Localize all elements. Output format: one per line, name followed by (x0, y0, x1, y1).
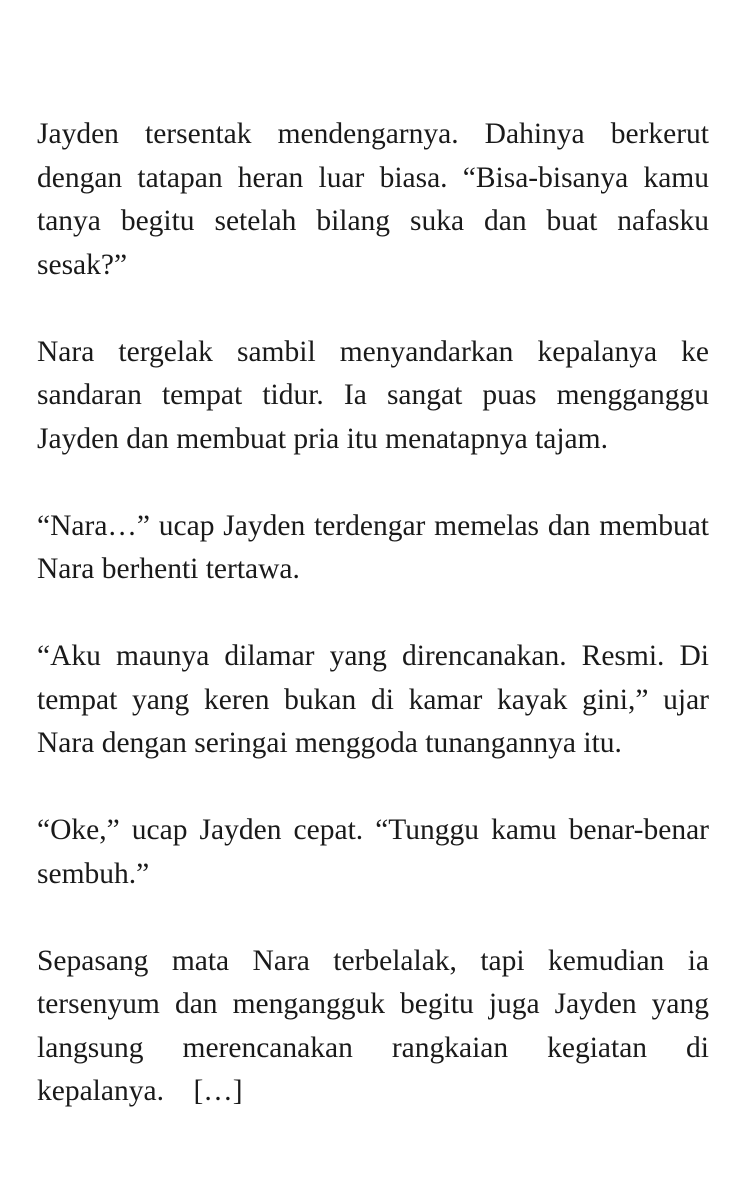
paragraph-5: “Oke,” ucap Jayden cepat. “Tunggu kamu benar-benar sembuh.” (37, 814, 709, 890)
paragraph-2: Nara tergelak sambil menyandarkan kepalanya ke sandaran tempat tidur. Ia sangat puas mengganggu Jayden dan membuat pria itu menatapnya tajam. (37, 335, 709, 455)
document-body (37, 113, 717, 1114)
paragraph-3: “Nara…” ucap Jayden terdengar memelas dan membuat Nara berhenti tertawa. (37, 509, 709, 585)
paragraph-4: “Aku maunya dilamar yang direncanakan. Resmi. Di tempat yang keren bukan di kamar kayak gini,” ujar Nara dengan seringai menggoda tunangannya itu. (37, 640, 709, 759)
paragraph-6: Sepasang mata Nara terbelalak, tapi kemudian ia tersenyum dan mengangguk begitu juga Jayden yang langsung merencanakan rangkaian kegiatan di kepalanya. […] (37, 944, 717, 1107)
paragraph-1: Jayden tersentak mendengarnya. Dahinya berkerut dengan tatapan heran luar biasa. “Bisa-bisanya kamu tanya begitu setelah bilang suka dan buat nafasku sesak?” (37, 118, 709, 281)
